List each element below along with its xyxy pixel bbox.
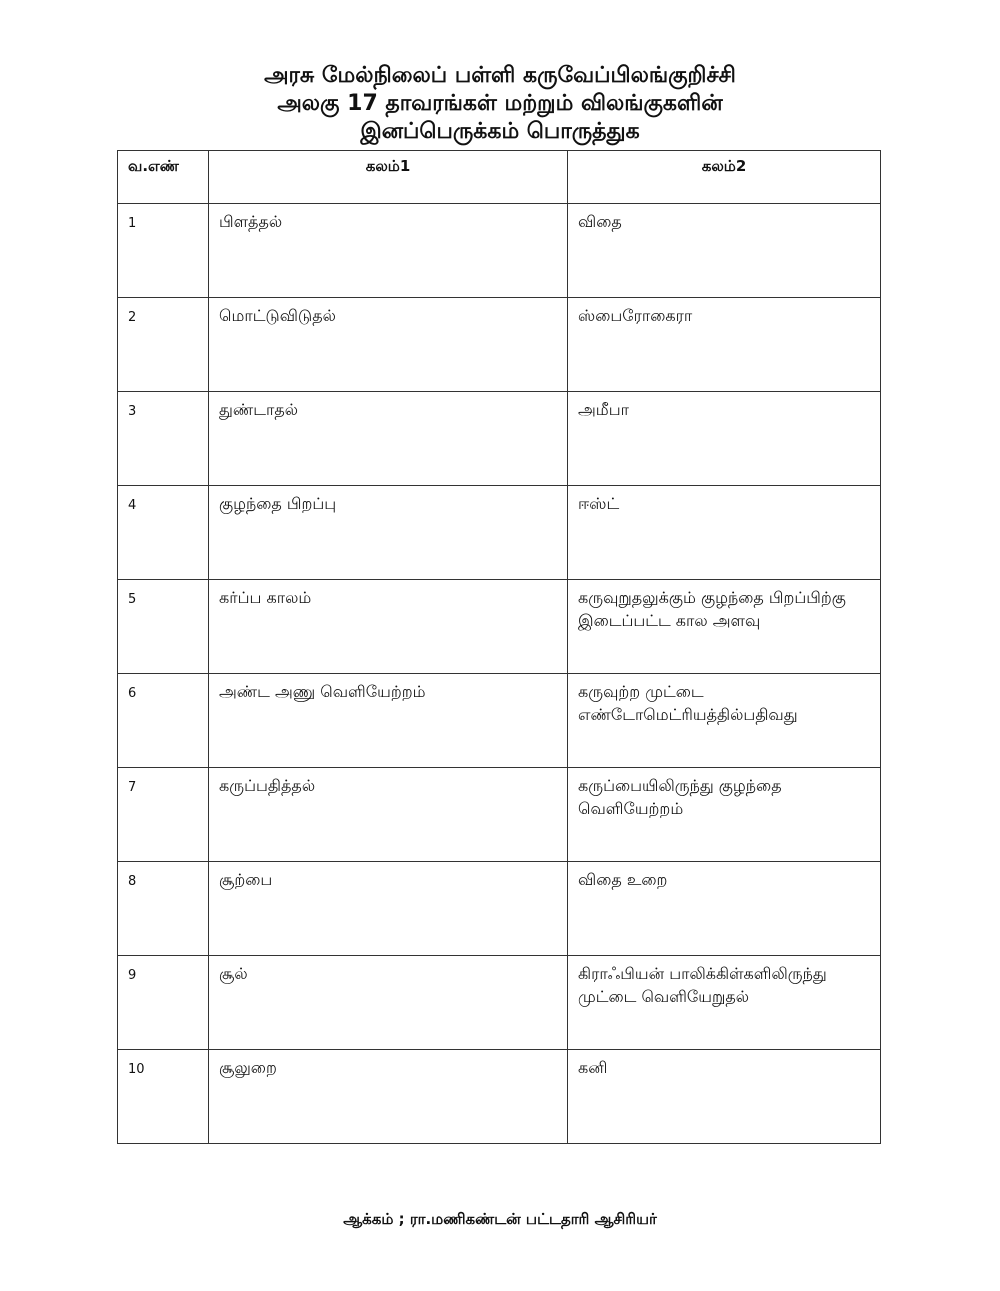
header-serial-number: வ.எண்: [118, 151, 209, 204]
column-1-item: மொட்டுவிடுதல்: [209, 298, 568, 392]
row-number: 8: [118, 862, 209, 956]
exercise-title: இனப்பெருக்கம் பொருத்துக: [360, 119, 640, 144]
row-number: 9: [118, 956, 209, 1050]
column-1-item: குழந்தை பிறப்பு: [209, 486, 568, 580]
matching-table: [117, 150, 881, 1144]
column-1-item: சூற்பை: [209, 862, 568, 956]
table-row: [118, 1050, 881, 1144]
document-title: [0, 62, 1000, 146]
column-2-item: கருவுற்ற முட்டை எண்டோமெட்ரியத்தில்பதிவது: [568, 674, 881, 768]
unit-title: அலகு 17 தாவரங்கள் மற்றும் விலங்குகளின்: [277, 91, 723, 116]
row-number: 4: [118, 486, 209, 580]
column-1-item: துண்டாதல்: [209, 392, 568, 486]
column-1-item: அண்ட அணு வெளியேற்றம்: [209, 674, 568, 768]
author-credit: ஆக்கம் ; ரா.மணிகண்டன் பட்டதாரி ஆசிரியர்: [343, 1210, 657, 1228]
column-1-item: கருப்பதித்தல்: [209, 768, 568, 862]
header-column-1: கலம்1: [209, 151, 568, 204]
column-2-item: ஸ்பைரோகைரா: [568, 298, 881, 392]
school-name: அரசு மேல்நிலைப் பள்ளி கருவேப்பிலங்குறிச்சி: [264, 63, 736, 88]
column-2-item: கனி: [568, 1050, 881, 1144]
table-header-row: [118, 151, 881, 204]
table-row: [118, 674, 881, 768]
column-1-item: கர்ப்ப காலம்: [209, 580, 568, 674]
header-column-2: கலம்2: [568, 151, 881, 204]
table-row: [118, 862, 881, 956]
row-number: 10: [118, 1050, 209, 1144]
column-2-item: கருப்பையிலிருந்து குழந்தை வெளியேற்றம்: [568, 768, 881, 862]
table-row: [118, 392, 881, 486]
row-number: 1: [118, 204, 209, 298]
table-row: [118, 486, 881, 580]
column-2-item: கிராஃபியன் பாலிக்கிள்களிலிருந்து முட்டை வெளியேறுதல்: [568, 956, 881, 1050]
row-number: 6: [118, 674, 209, 768]
column-2-item: ஈஸ்ட்: [568, 486, 881, 580]
column-2-item: விதை: [568, 204, 881, 298]
row-number: 3: [118, 392, 209, 486]
column-1-item: சூலுறை: [209, 1050, 568, 1144]
row-number: 5: [118, 580, 209, 674]
row-number: 7: [118, 768, 209, 862]
column-1-item: சூல்: [209, 956, 568, 1050]
table-row: [118, 204, 881, 298]
table-row: [118, 580, 881, 674]
table-row: [118, 768, 881, 862]
table-row: [118, 956, 881, 1050]
column-2-item: விதை உறை: [568, 862, 881, 956]
column-2-item: கருவுறுதலுக்கும் குழந்தை பிறப்பிற்கு இடைப்பட்ட கால அளவு: [568, 580, 881, 674]
row-number: 2: [118, 298, 209, 392]
column-2-item: அமீபா: [568, 392, 881, 486]
table-row: [118, 298, 881, 392]
column-1-item: பிளத்தல்: [209, 204, 568, 298]
